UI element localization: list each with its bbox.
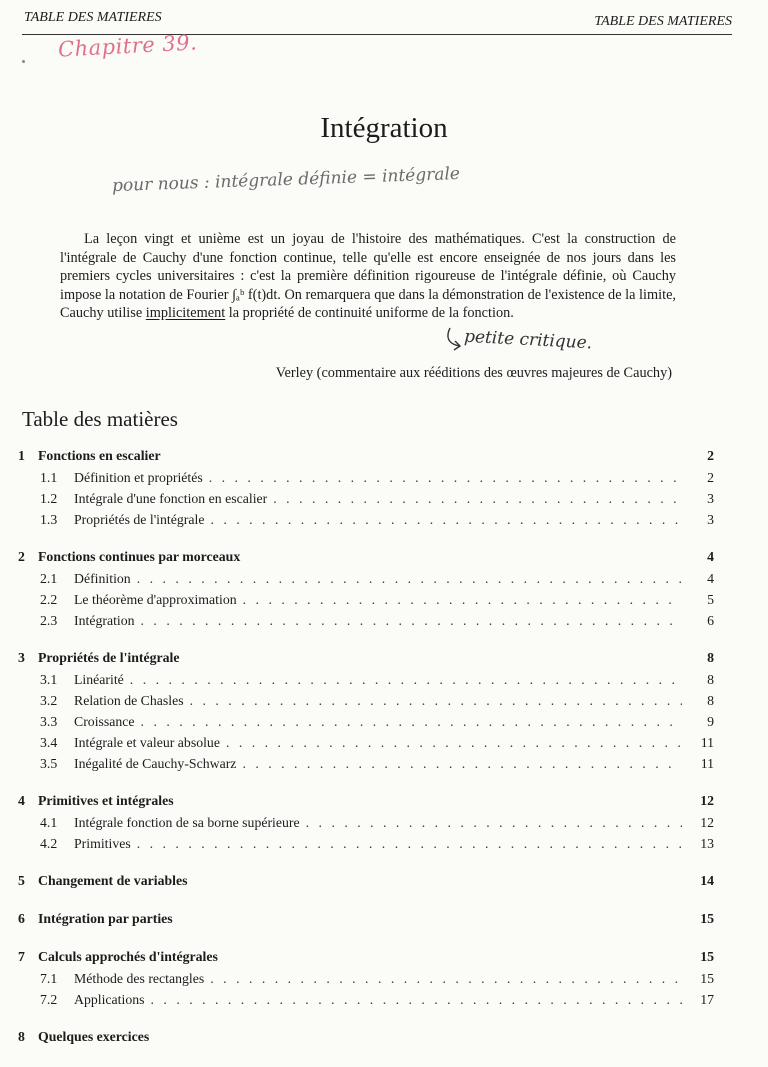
- toc-section-row[interactable]: [18, 949, 714, 971]
- toc-subsection-row[interactable]: [18, 672, 714, 693]
- handwritten-chapter-note: Chapitre 39.: [57, 30, 198, 62]
- toc-subsection-number: 4.2: [40, 836, 58, 851]
- toc-subsection-row[interactable]: [18, 836, 714, 857]
- toc-subsection-number: 2.3: [40, 613, 58, 628]
- toc-subsection-title: Intégration: [74, 613, 135, 628]
- toc-subsection-row[interactable]: [18, 693, 714, 714]
- toc-section-title: Quelques exercices: [38, 1029, 150, 1044]
- toc-subsection-page: 2: [707, 470, 714, 485]
- toc-section-row[interactable]: [18, 650, 714, 672]
- toc-section: [18, 793, 714, 857]
- toc-section-page: 15: [700, 911, 714, 926]
- toc-section-number: 8: [18, 1029, 25, 1044]
- toc-subsection-number: 3.4: [40, 735, 58, 750]
- toc-subsection-row[interactable]: [18, 714, 714, 735]
- toc-subsection-page: 8: [707, 672, 714, 687]
- toc-subsection-row[interactable]: [18, 491, 714, 512]
- running-header-right: TABLE DES MATIERES: [594, 14, 732, 29]
- epigraph-text-end: la propriété de continuité uniforme de la fonction.: [225, 305, 514, 322]
- toc-section-number: 4: [18, 793, 25, 808]
- toc-leader-dots: [210, 512, 682, 528]
- toc-section: [18, 549, 714, 634]
- toc-subsection-page: 4: [707, 571, 714, 586]
- toc-leader-dots: [226, 735, 682, 751]
- toc-subsection-row[interactable]: [18, 756, 714, 777]
- toc-subsection-number: 3.5: [40, 756, 58, 771]
- toc-leader-dots: [151, 992, 682, 1008]
- toc-subsection-row[interactable]: [18, 592, 714, 613]
- toc-section-page: 2: [707, 448, 714, 463]
- toc-leader-dots: [137, 571, 682, 587]
- toc-subsection-title: Intégrale d'une fonction en escalier: [74, 491, 268, 506]
- toc-subsection-row[interactable]: [18, 992, 714, 1013]
- toc-leader-dots: [243, 592, 682, 608]
- toc-subsection-number: 2.2: [40, 592, 58, 607]
- toc-subsection-page: 17: [700, 992, 714, 1007]
- toc-subsection-number: 2.1: [40, 571, 58, 586]
- toc-leader-dots: [141, 714, 682, 730]
- toc-subsection-page: 12: [700, 815, 714, 830]
- handwritten-arrow-icon: [444, 326, 466, 352]
- toc-subsection-title: Primitives: [74, 836, 131, 851]
- toc-section-title: Changement de variables: [38, 873, 188, 888]
- toc-subsection-title: Intégrale et valeur absolue: [74, 735, 220, 750]
- toc-subsection-title: Croissance: [74, 714, 135, 729]
- toc-leader-dots: [190, 693, 682, 709]
- toc-leader-dots: [306, 815, 682, 831]
- toc-subsection-number: 1.3: [40, 512, 58, 527]
- running-header: [22, 10, 732, 35]
- toc-subsection-row[interactable]: [18, 613, 714, 634]
- toc-section-number: 2: [18, 549, 25, 564]
- toc-leader-dots: [137, 836, 682, 852]
- toc-section-page: 15: [700, 949, 714, 964]
- toc-leader-dots: [210, 971, 682, 987]
- toc-section-title: Propriétés de l'intégrale: [38, 650, 180, 665]
- toc-leader-dots: [130, 672, 682, 688]
- toc-subsection-title: Propriétés de l'intégrale: [74, 512, 205, 527]
- toc-subsection-row[interactable]: [18, 512, 714, 533]
- toc-subsection-row[interactable]: [18, 971, 714, 992]
- toc-section-page: 4: [707, 549, 714, 564]
- toc-section-row[interactable]: [18, 873, 714, 895]
- toc-subsection-row[interactable]: [18, 571, 714, 592]
- running-header-left: TABLE DES MATIERES: [24, 10, 162, 25]
- toc-section-number: 1: [18, 448, 25, 463]
- toc-subsection-title: Méthode des rectangles: [74, 971, 205, 986]
- toc-subsection-title: Définition: [74, 571, 131, 586]
- toc-subsection-number: 7.1: [40, 971, 58, 986]
- toc-subsection-title: Le théorème d'approximation: [74, 592, 237, 607]
- toc-section-number: 7: [18, 949, 25, 964]
- toc-section-title: Intégration par parties: [38, 911, 173, 926]
- toc-heading: Table des matières: [22, 407, 178, 431]
- toc-section: [18, 1029, 714, 1051]
- toc-subsection-row[interactable]: [18, 815, 714, 836]
- epigraph-attribution: Verley (commentaire aux rééditions des œuvres majeures de Cauchy): [275, 365, 672, 381]
- toc-subsection-page: 11: [700, 735, 714, 750]
- toc-subsection-number: 1.1: [40, 470, 58, 485]
- toc-subsection-row[interactable]: [18, 470, 714, 491]
- toc-leader-dots: [209, 470, 682, 486]
- toc-subsection-page: 5: [707, 592, 714, 607]
- toc-section-page: 12: [700, 793, 714, 808]
- toc-subsection-number: 4.1: [40, 815, 58, 830]
- toc-subsection-title: Intégrale fonction de sa borne supérieure: [74, 815, 300, 830]
- toc-section: [18, 911, 714, 933]
- toc-subsection-number: 3.1: [40, 672, 58, 687]
- epigraph-text: La leçon vingt et unième est un joyau de l'histoire des mathématiques. C'est la construction de l'intégrale de Cauchy d'une fonction continue, telle qu'elle est encore enseignée de nos jours dans les premiers cycles universitaires : c'est la première définition rigoureuse de l'intégrale définie, où Cauchy impose la notation de Fourier ∫ₐᵇ f(t)dt. On remarquera que dans la démonstration de l'existence de la limite, Cauchy utilise: [60, 231, 676, 322]
- table-of-contents: [18, 448, 714, 1067]
- toc-section: [18, 448, 714, 533]
- toc-subsection-number: 7.2: [40, 992, 58, 1007]
- toc-section-number: 3: [18, 650, 25, 665]
- toc-leader-dots: [242, 756, 682, 772]
- toc-subsection-title: Définition et propriétés: [74, 470, 203, 485]
- toc-section-row[interactable]: [18, 793, 714, 815]
- handwritten-critique-note: petite critique.: [463, 326, 593, 354]
- toc-subsection-page: 11: [700, 756, 714, 771]
- toc-section-page: 8: [707, 650, 714, 665]
- epigraph-underlined-word: implicitement: [145, 305, 226, 322]
- toc-section-row[interactable]: [18, 1029, 714, 1051]
- toc-section-title: Primitives et intégrales: [38, 793, 174, 808]
- toc-subsection-row[interactable]: [18, 735, 714, 756]
- toc-subsection-title: Inégalité de Cauchy-Schwarz: [74, 756, 237, 771]
- toc-subsection-page: 3: [707, 512, 714, 527]
- toc-leader-dots: [273, 491, 682, 507]
- toc-subsection-page: 6: [707, 613, 714, 628]
- toc-subsection-title: Applications: [74, 992, 145, 1007]
- toc-section: [18, 873, 714, 895]
- toc-section-title: Fonctions continues par morceaux: [38, 549, 241, 564]
- toc-section-row[interactable]: [18, 911, 714, 933]
- toc-subsection-number: 3.2: [40, 693, 58, 708]
- toc-subsection-page: 8: [707, 693, 714, 708]
- toc-section: [18, 650, 714, 777]
- toc-subsection-title: Linéarité: [74, 672, 124, 687]
- toc-section-number: 6: [18, 911, 25, 926]
- toc-section: [18, 949, 714, 1013]
- toc-subsection-title: Relation de Chasles: [74, 693, 184, 708]
- toc-section-page: 14: [700, 873, 714, 888]
- toc-section-title: Fonctions en escalier: [38, 448, 161, 463]
- toc-section-title: Calculs approchés d'intégrales: [38, 949, 218, 964]
- toc-section-number: 5: [18, 873, 25, 888]
- toc-subsection-page: 9: [707, 714, 714, 729]
- stray-mark: [22, 60, 25, 63]
- toc-subsection-number: 1.2: [40, 491, 58, 506]
- toc-section-row[interactable]: [18, 448, 714, 470]
- epigraph: [60, 230, 676, 323]
- toc-leader-dots: [141, 613, 682, 629]
- handwritten-definition-note: pour nous : intégrale définie = intégrale: [111, 163, 461, 197]
- page-title: Intégration: [320, 112, 448, 144]
- toc-subsection-page: 15: [700, 971, 714, 986]
- toc-subsection-number: 3.3: [40, 714, 58, 729]
- toc-subsection-page: 13: [700, 836, 714, 851]
- toc-subsection-page: 3: [707, 491, 714, 506]
- toc-section-row[interactable]: [18, 549, 714, 571]
